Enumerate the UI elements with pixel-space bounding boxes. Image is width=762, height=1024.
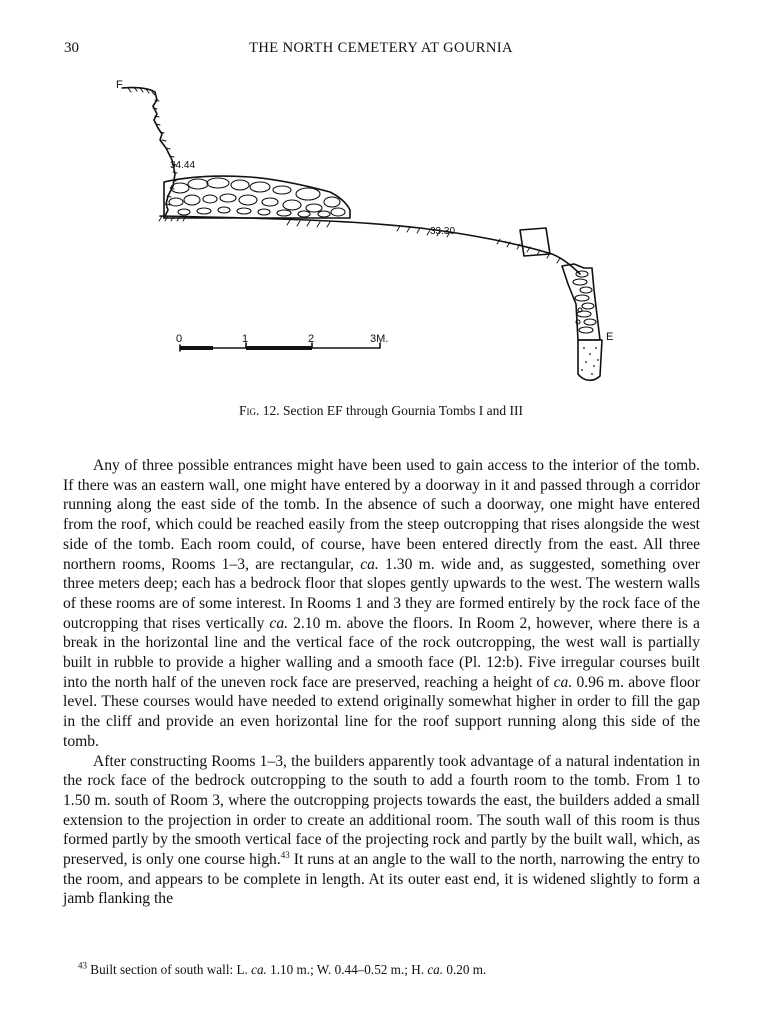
text-run: 1.30 m. wide and, as suggested, something over three meters deep; each has a bedrock floor that slopes gently upwards to the west. The western walls of these rooms are of some interest. In Rooms 1 and 3 they are formed entirely by the rock face of the outcropping that rises vertically [63,555,700,632]
body-text [63,456,700,909]
text-run: Any of three possible entrances might have been used to gain access to the interior of the tomb. If there was an eastern wall, one might have entered by a doorway in it and passed through a corridor running along the east side of the tomb. In the absence of such a doorway, one might have entered from the roof, which could be reached easily from the steep outcropping that rises alongside the west side of the tomb. Each room could, of course, have been entered directly from the east. All three northern rooms, Rooms 1–3, are rectangular, [63,457,700,573]
tomb-wall-stones [169,178,345,217]
footnote-ref[interactable]: 43 [280,849,290,860]
scale-bar-segment [246,346,312,350]
page-number: 30 [64,40,79,56]
trench-fill-dots [581,347,599,375]
footnote-text: Built section of south wall: L. [87,962,252,977]
abbrev-ca: ca. [427,962,444,977]
text-run: After constructing Rooms 1–3, the builders apparently took advantage of a natural indentation in the rock face of the bedrock outcropping to the south to add a fourth room to the tomb. From 1 to 1.50 m. south of Room 3, where the outcropping projects towards the east, the builders added a small extension to the projection in order to create an additional room. The south wall of this room is thus formed partly by the smooth vertical face of the projecting rock and partly by the built wall, which, as preserved, is only one course high. [63,752,700,869]
cliff-hatching [128,87,177,205]
point-e-label: E [606,331,614,343]
scale-tick-3: 3M. [370,333,389,345]
abbrev-ca: ca. [251,962,267,977]
scale-bar-segment [180,346,213,350]
west-cliff-profile [122,88,175,218]
footnote-number: 43 [78,960,87,971]
scale-tick-1: 1 [242,333,249,345]
section-drawing [100,78,660,398]
footnote [78,962,486,978]
abbrev-ca: ca. [360,555,379,573]
section-drawing-figure [100,78,660,398]
text-run: 0.96 m. above floor level. These courses would have needed to extend originally somewhat higher in order to fill the gap in the cliff and provide an even horizontal line for the roof support running along this side of the tomb. [63,673,700,750]
abbrev-ca: ca. [553,673,573,691]
scale-tick-0: 0 [176,333,183,345]
caption-text: 12. Section EF through Gournia Tombs I and III [259,403,523,418]
text-run: 2.10 m. above the floors. In Room 2, however, where there is a break in the horizontal line and the vertical face of the rock outcropping, the west wall is partially built in rubble to provide a higher walling and a smooth face (Pl. 12:b). Five irregular courses built into the north half of the uneven rock face are preserved, reaching a height of [63,614,700,691]
footnote-text: 1.10 m.; W. 0.44–0.52 m.; H. [266,962,428,977]
point-f-label: F [116,79,123,91]
east-wall-outline [562,264,600,340]
paragraph-1 [63,456,700,752]
ground-line [160,216,580,274]
elevation-floor-label: 33.30 [430,226,456,237]
footnote-text: 0.20 m. [443,962,487,977]
scale-tick-2: 2 [308,333,315,345]
text-run: It runs at an angle to the wall to the north, narrowing the entry to the room, and appears to be complete in length. At its outer east end, it is widened slightly to form a jamb flanking the [63,851,700,908]
elevation-top-label: 34.44 [170,160,196,171]
abbrev-ca: ca. [269,614,289,632]
caption-label: Fig. [239,403,260,418]
running-head: THE NORTH CEMETERY AT GOURNIA [249,40,513,56]
paragraph-2 [63,752,700,910]
figure-caption [0,403,762,419]
